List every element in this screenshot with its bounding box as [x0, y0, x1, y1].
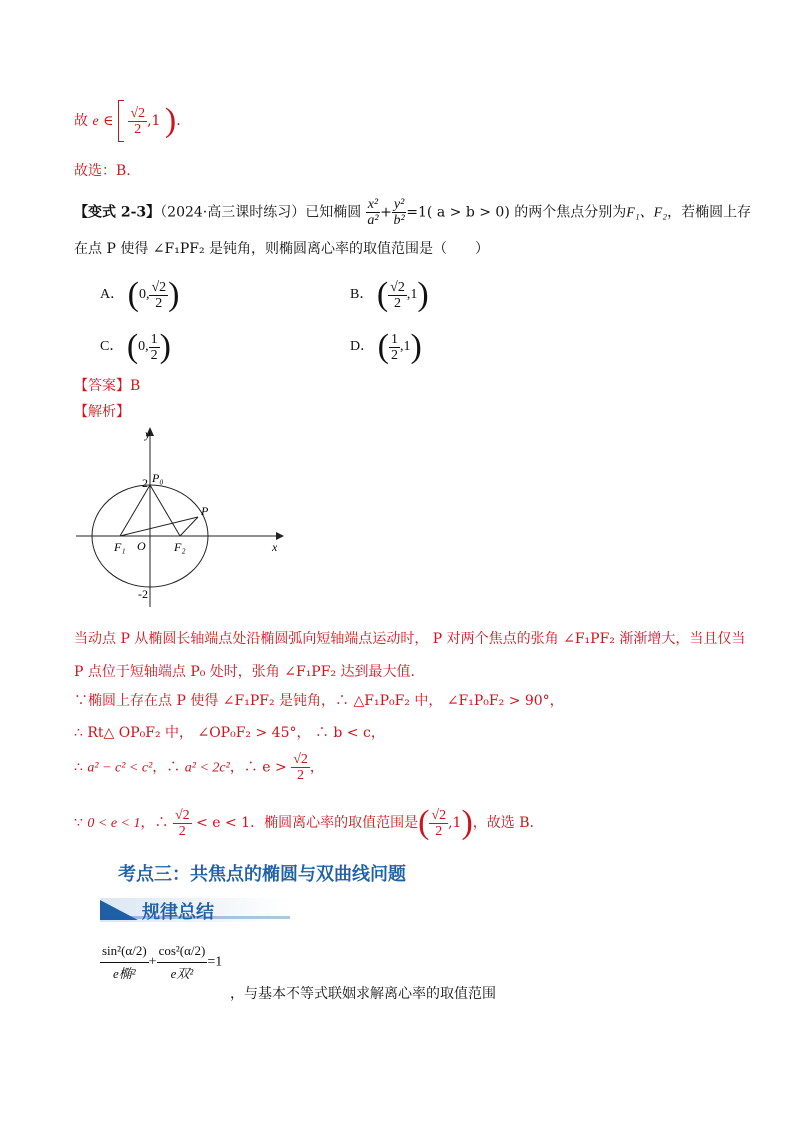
option-d-label: D．	[350, 339, 375, 355]
final-choice: ，故选 B.	[472, 815, 534, 831]
n: √2	[151, 279, 167, 295]
paren: )	[159, 328, 171, 365]
segment-p0-f2	[150, 485, 180, 536]
f2-label: F₂	[174, 540, 186, 554]
solution-1b: P 点位于短轴端点 P₀ 处时，张角 ∠F₁PF₂ 达到最大值.	[74, 664, 415, 680]
n: √2	[293, 752, 308, 767]
paren: )	[168, 276, 180, 313]
therefore: ，∴	[152, 759, 181, 776]
d: 2	[390, 347, 398, 363]
ellipse-figure	[74, 422, 294, 612]
d: 2	[435, 823, 443, 839]
option-b-label: B．	[350, 287, 374, 303]
segment-f1-p	[120, 517, 198, 536]
x2: x²	[367, 197, 379, 212]
formula-den1: e椭²	[112, 966, 136, 981]
x-arrow	[276, 532, 284, 540]
y2: y²	[393, 197, 405, 212]
range-text: < e < 1．椭圆离心率的取值范围是	[196, 815, 419, 831]
problem-source: （2024·高三课时练习）已知椭圆	[160, 204, 362, 221]
option-b[interactable]: B． ( $\frac{√2}{2}$ ,1)	[350, 276, 429, 313]
paren: )	[461, 804, 473, 841]
paren: )	[410, 328, 422, 365]
tick-2: 2	[142, 476, 148, 490]
d: 2	[178, 823, 186, 839]
rule-banner-text: 规律总结	[142, 902, 214, 923]
analysis-label: 【解析】	[74, 404, 130, 420]
n: 1	[150, 331, 158, 347]
b2: b²	[393, 213, 405, 228]
option-c[interactable]: C． (0, $\frac{1}{2}$ )	[100, 328, 171, 365]
rule-banner	[100, 898, 290, 922]
formula-den2: e双²	[170, 966, 194, 981]
eq-tail: =1( a > b > 0) 的两个焦点分别为	[406, 204, 627, 221]
solution-5: ∵ 0 < e < 1，∴ $\frac{√2}{2}$ < e < 1．椭圆离心率的取值范围是( $\frac{√2}{2}$ ,1)，故选 B.	[74, 804, 534, 841]
paren: (	[376, 276, 389, 313]
solution-2: ∵椭圆上存在点 P 使得 ∠F₁PF₂ 是钝角，∴ △F₁P₀F₂ 中， ∠F₁P₀F₂ > 90°，	[74, 693, 564, 709]
e-gt: ，∴ e >	[229, 759, 287, 776]
segment-f1-p0	[120, 485, 150, 536]
segment-p-f2	[180, 517, 198, 536]
section-title: 考点三：共焦点的椭圆与双曲线问题	[118, 864, 406, 885]
paren: (	[377, 328, 389, 365]
option-a[interactable]: A． (0, $\frac{√2}{2}$ )	[100, 276, 180, 313]
option-d[interactable]: D． ( $\frac{1}{2}$ ,1)	[350, 328, 422, 365]
right-paren: )	[164, 102, 177, 139]
ineq-2: a² < 2c²	[184, 760, 230, 776]
a2: a²	[367, 213, 379, 228]
d: 2	[297, 768, 305, 783]
line-end: .	[176, 113, 181, 129]
conclusion-prefix: 故	[74, 113, 88, 129]
paren: (	[127, 276, 139, 313]
comma: ，	[309, 759, 324, 776]
paren: )	[417, 276, 429, 313]
n: √2	[431, 807, 447, 823]
solution-3: ∴ Rt△ OP₀F₂ 中， ∠OP₀F₂ > 45°， ∴ b < c，	[74, 725, 385, 741]
problem-line-1: 【变式 2-3】（2024·高三课时练习）已知椭圆 $\frac{\text{x²}}{\text{a²}}$ + $\frac{\text{y²}}{\text{b²}}$ =1( a > b > 0) 的两个焦点分别为F₁、F₂，若椭圆上存	[74, 197, 752, 228]
formula: $\frac{\text{sin²(α/2)}}{\text{e椭²}}$ + $\frac{\text{cos²(α/2)}}{\text{e双²}}$ =1	[100, 940, 222, 985]
formula-num1: sin²(α/2)	[100, 940, 149, 963]
n: √2	[174, 807, 190, 823]
interval-sep: ,1	[147, 113, 161, 129]
var-e: e	[92, 114, 99, 129]
frac-den: 2	[134, 121, 142, 137]
option-a-label: A．	[100, 287, 125, 303]
origin-label: O	[137, 539, 146, 553]
solution-1a: 当动点 P 从椭圆长轴端点处沿椭圆弧向短轴端点运动时， P 对两个焦点的张角 ∠F₁PF₂ 渐渐增大，当且仅当	[74, 631, 746, 647]
option-c-label: C．	[100, 339, 124, 355]
frac-num: √2	[130, 105, 146, 121]
f1-label: F₁	[114, 540, 126, 554]
because: ∵	[74, 815, 83, 831]
paren: (	[126, 328, 139, 365]
tick-neg2: -2	[138, 587, 148, 601]
formula-comment: ，与基本不等式联姻求解离心率的取值范围	[230, 986, 496, 1002]
y-axis-label: y	[145, 427, 151, 441]
p-label: P	[201, 504, 209, 518]
problem-line-2: 在点 P 使得 ∠F₁PF₂ 是钝角，则椭圆离心率的取值范围是（ ）	[74, 241, 490, 257]
n: 1	[390, 331, 398, 347]
choice-line: 故选：B.	[74, 163, 131, 179]
problem-tag: 【变式 2-3】	[74, 204, 161, 221]
d: 2	[150, 347, 158, 363]
problem-tail: ，若椭圆上存	[667, 204, 752, 221]
x-axis-label: x	[272, 540, 278, 554]
formula-rhs: =1	[207, 954, 223, 970]
n: √2	[390, 279, 405, 295]
conclusion-line	[74, 100, 181, 142]
answer-line: 【答案】B	[74, 378, 141, 394]
solution-4	[74, 752, 324, 783]
therefore: ∴	[74, 759, 83, 776]
left-bracket	[118, 100, 124, 142]
e-range: 0 < e < 1	[87, 816, 141, 831]
d: 2	[394, 295, 402, 311]
ineq-1: a² − c² < c²	[87, 760, 153, 776]
formula-num2: cos²(α/2)	[157, 940, 208, 963]
member-symbol: ∈	[103, 113, 114, 129]
d: 2	[155, 295, 163, 311]
therefore: ，∴	[140, 815, 169, 831]
p0-label: P₀	[152, 471, 164, 485]
paren: (	[418, 804, 430, 841]
foci: F₁、F₂	[626, 205, 668, 221]
